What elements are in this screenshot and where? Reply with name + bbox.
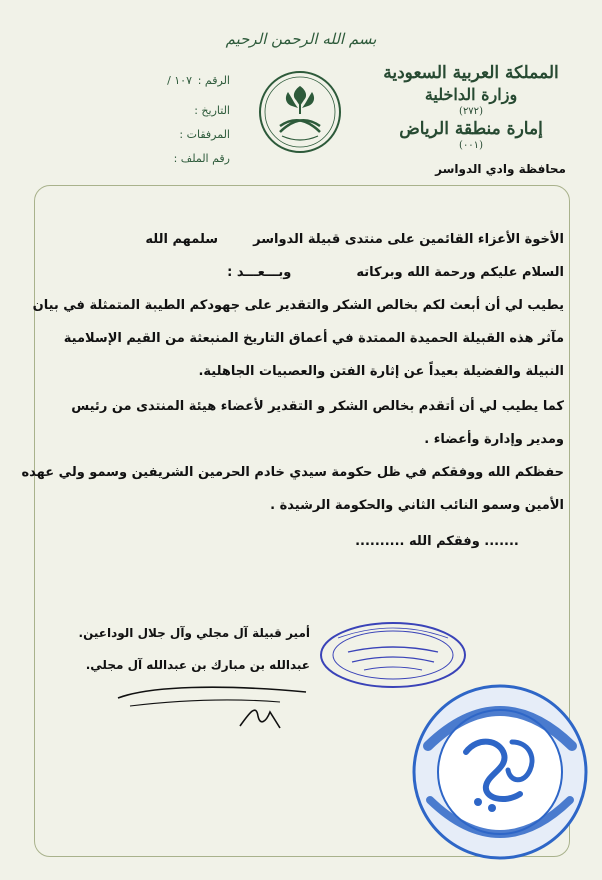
recipient: الأخوة الأعزاء القائمين على منتدى قبيلة الدواسر xyxy=(253,232,564,247)
recipient-line xyxy=(40,232,564,247)
meta-number-value: ١٠٧ / xyxy=(167,74,192,87)
body-line-2: مآثر هذه القبيلة الحميدة الممتدة في أعماق التاريخ المنبعثة من القيم الإسلامية xyxy=(63,331,564,346)
meta-date-label: التاريخ : xyxy=(194,104,230,117)
meta-file-label: رقم الملف : xyxy=(173,152,230,165)
body-line-6: حفظكم الله ووفقكم في ظل حكومة سيدي خادم الحرمين الشريفين وسمو ولي عهده xyxy=(21,465,564,480)
salutation: السلام عليكم ورحمة الله وبركاته xyxy=(356,265,564,280)
forum-watermark-stamp-icon xyxy=(408,682,592,862)
recipient-greeting: سلمهم الله xyxy=(145,232,219,247)
body-line-4: كما يطيب لي أن أتقدم بخالص الشكر و التقدير لأعضاء هيئة المنتدى من رئيس xyxy=(71,399,564,414)
closing-line: ....... وفقكم الله .......... xyxy=(355,534,519,549)
emirate-name: إمارة منطقة الرياض xyxy=(399,119,543,139)
signer-name: عبدالله بن مبارك بن عبدالله آل مجلي. xyxy=(85,658,310,672)
after-greeting: وبـــعـــد : xyxy=(227,265,292,280)
official-stamp-icon xyxy=(318,620,468,690)
signer-title: أمير قبيلة آل مجلي وآل جلال الوداعين. xyxy=(78,626,310,640)
ministry-name: وزارة الداخلية xyxy=(424,85,518,104)
body-line-1: يطيب لي أن أبعث لكم بخالص الشكر والتقدير على جهودكم الطيبة المتمثلة في بيان xyxy=(32,298,564,313)
meta-number xyxy=(150,74,230,87)
body-line-3: النبيلة والفضيلة بعيداً عن إثارة الفتن والعصبيات الجاهلية. xyxy=(198,364,564,379)
kingdom-name: المملكة العربية السعودية xyxy=(383,63,559,83)
ministry-code: (٢٧٢) xyxy=(459,106,483,117)
meta-number-label: الرقم : xyxy=(197,74,230,87)
basmala: بسم الله الرحمن الرحيم xyxy=(225,30,377,48)
emirate-code: (٠٠١) xyxy=(459,140,483,151)
meta-attachments-label: المرفقات : xyxy=(179,128,230,141)
saudi-emblem-icon xyxy=(258,70,342,154)
body-line-5: ومدير وإدارة وأعضاء . xyxy=(424,432,564,447)
governorate-name: محافظة وادي الدواسر xyxy=(435,162,566,176)
signature-scribble-icon xyxy=(110,682,310,732)
letterhead xyxy=(376,62,566,152)
salutation-line xyxy=(40,265,564,280)
body-line-7: الأمين وسمو النائب الثاني والحكومة الرشيدة . xyxy=(270,498,564,513)
